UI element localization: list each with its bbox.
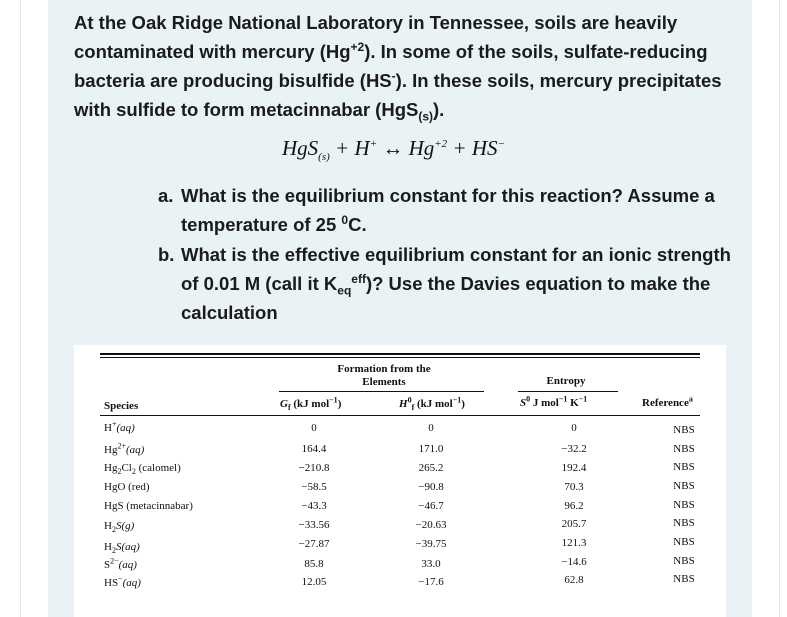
s-cell: 192.4 — [561, 462, 587, 474]
reaction-equation: HgS$_{(s)}$ + H+ ↔ $Hg^{+2} + HS^-$ — [282, 136, 505, 164]
h-cell: −17.6 — [418, 576, 444, 588]
ref-cell: NBS — [673, 517, 695, 529]
s-cell: 205.7 — [561, 518, 587, 530]
g-cell: −210.8 — [298, 462, 330, 474]
h-cell: −46.7 — [418, 500, 444, 512]
ref-cell: NBS — [673, 536, 695, 548]
g-cell: −58.5 — [301, 481, 327, 493]
ref-cell: NBS — [673, 443, 695, 455]
table-top-rule-thin — [100, 357, 700, 358]
entropy-header: Entropy — [546, 375, 586, 387]
species-cell: $Hg_2Cl_2$ (calomel) — [104, 462, 181, 477]
g-cell: −27.87 — [298, 538, 330, 550]
header-rule — [100, 415, 700, 416]
h-cell: −90.8 — [418, 481, 444, 493]
g-cell: 164.4 — [301, 443, 327, 455]
group-rule — [279, 391, 484, 392]
col-species-header: Species — [104, 400, 139, 412]
s-cell: 62.8 — [564, 574, 584, 586]
g-cell: 85.8 — [304, 558, 324, 570]
thermo-data-table — [74, 345, 726, 617]
species-cell: HS−(aq) — [104, 574, 141, 589]
ref-cell: NBS — [673, 480, 695, 492]
s-cell: 70.3 — [564, 481, 584, 493]
h-cell: −39.75 — [415, 538, 447, 550]
species-cell: $H_2S(aq)$ — [104, 541, 140, 556]
h-cell: −20.63 — [415, 519, 447, 531]
g-cell: −43.3 — [301, 500, 327, 512]
h-cell: 0 — [428, 422, 434, 434]
question-paragraph: At the Oak Ridge National Laboratory in Tennessee, soils are heavily contaminated with mercury $(Hg^{+2})$. In some of the soils, sulfate-reducing bacteria are producing bisulfide (HS-). In these soils, mercury precipitates with sulfide to form metacinnabar (HgS$_{(s)}$). — [74, 12, 722, 124]
part-b: b. What is the effective equilibrium constant for an ionic strength of 0.01 M (call it $K_{eq}^{eff}$)? Use the Davies equation to make the calculation — [158, 240, 738, 327]
h-cell: 171.0 — [418, 443, 444, 455]
group-header: Formation from the Elements — [337, 363, 431, 388]
ref-cell: NBS — [673, 555, 695, 567]
g-cell: 0 — [311, 422, 317, 434]
col-ref-header: Reference$^a$ — [642, 394, 693, 409]
ref-cell: NBS — [673, 573, 695, 585]
part-b-label: b. — [158, 244, 175, 265]
species-cell: $H_2S(g)$ — [104, 520, 135, 535]
col-g-header: $G_f$ (kJ mol$^{-1}$) — [280, 395, 342, 413]
s-cell: 0 — [571, 422, 577, 434]
species-cell: $Hg^{2+}(aq)$ — [104, 441, 145, 456]
species-cell: HgS (metacinnabar) — [104, 500, 193, 512]
part-a: a. What is the equilibrium constant for this reaction? Assume a temperature of 25 $^0$C. — [158, 181, 738, 239]
g-cell: 12.05 — [301, 576, 327, 588]
entropy-rule — [518, 391, 618, 392]
col-s-header: $S^0$ J mol$^{-1}$ $K^{-1}$ — [520, 394, 588, 409]
h-cell: 33.0 — [421, 558, 441, 570]
s-cell: 121.3 — [561, 537, 587, 549]
part-a-label: a. — [158, 185, 174, 206]
ref-cell: NBS — [673, 461, 695, 473]
ref-cell: NBS — [673, 499, 695, 511]
species-cell: HgO (red) — [104, 481, 150, 493]
table-top-rule — [100, 353, 700, 355]
species-cell: $S^{2-}(aq)$ — [104, 556, 137, 571]
s-cell: 96.2 — [564, 500, 584, 512]
g-cell: −33.56 — [298, 519, 330, 531]
ref-cell: NBS — [673, 424, 695, 436]
question-parts — [158, 181, 738, 328]
s-cell: −14.6 — [561, 556, 587, 568]
h-cell: 265.2 — [418, 462, 444, 474]
col-h-header: $H^0_f$ (kJ mol$^{-1}$) — [399, 395, 465, 413]
s-cell: −32.2 — [561, 443, 587, 455]
species-cell: H+(aq) — [104, 419, 135, 434]
